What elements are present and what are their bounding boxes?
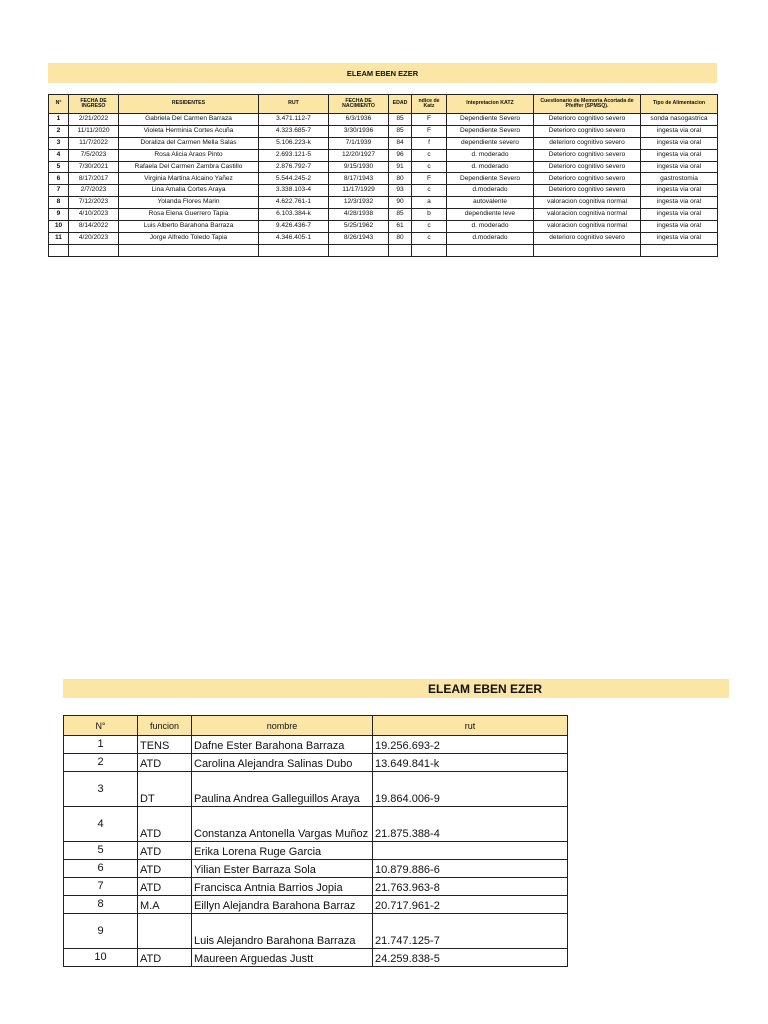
cell-resident-name: Jorge Alfredo Toledo Tapia	[119, 232, 259, 244]
cell-age: 84	[389, 137, 412, 149]
residents-title: ELEAM EBEN EZER	[346, 68, 419, 78]
cell-age: 91	[389, 161, 412, 173]
cell-katz-index: c	[412, 161, 447, 173]
staff-cell-role: TENS	[138, 736, 192, 754]
cell-number: 7	[49, 185, 69, 197]
staff-table	[63, 715, 568, 967]
header-number: N°	[49, 95, 69, 114]
cell-rut: 3.471.112-7	[259, 114, 329, 126]
empty-cell	[534, 244, 641, 256]
staff-cell-role	[138, 914, 192, 949]
cell-birth-date: 12/3/1932	[329, 197, 389, 209]
header-admission-date: FECHA DE INGRESO	[69, 95, 119, 114]
cell-rut: 2.693.121-5	[259, 149, 329, 161]
cell-katz-index: c	[412, 232, 447, 244]
empty-cell	[69, 244, 119, 256]
staff-cell-rut: 21.747.125-7	[373, 914, 568, 949]
staff-header-row	[64, 716, 568, 736]
empty-cell	[329, 244, 389, 256]
staff-row	[64, 736, 568, 754]
cell-admission-date: 4/10/2023	[69, 209, 119, 221]
header-age: EDAD	[389, 95, 412, 114]
staff-title: ELEAM EBEN EZER	[428, 681, 543, 696]
staff-row	[64, 754, 568, 772]
cell-katz-interpretation: autovalente	[447, 197, 534, 209]
cell-pfeiffer: Deterioro cognitivo severo	[534, 125, 641, 137]
cell-rut: 2.876.792-7	[259, 161, 329, 173]
staff-cell-number: 8	[64, 896, 138, 914]
staff-row	[64, 807, 568, 842]
cell-admission-date: 11/7/2022	[69, 137, 119, 149]
cell-number: 10	[49, 221, 69, 233]
header-birth-date: FECHA DE NACIMIENTO	[329, 95, 389, 114]
resident-row	[49, 173, 718, 185]
cell-resident-name: Violeta Herminia Cortes Acuña	[119, 125, 259, 137]
staff-cell-name: Francisca Antnia Barrios Jopia	[192, 878, 373, 896]
cell-resident-name: Virginia Martina Alcaino Yañez	[119, 173, 259, 185]
resident-row	[49, 221, 718, 233]
residents-title-banner	[48, 63, 717, 83]
cell-katz-interpretation: d. moderado	[447, 161, 534, 173]
staff-cell-number: 7	[64, 878, 138, 896]
resident-row	[49, 137, 718, 149]
cell-katz-interpretation: dependiente leve	[447, 209, 534, 221]
staff-cell-role: DT	[138, 772, 192, 807]
cell-katz-index: F	[412, 173, 447, 185]
cell-katz-index: F	[412, 114, 447, 126]
header-katz-index: ndice de Katz	[412, 95, 447, 114]
staff-cell-rut: 19.864.006-9	[373, 772, 568, 807]
cell-number: 2	[49, 125, 69, 137]
cell-feeding-type: sonda nasogastrica	[641, 114, 718, 126]
cell-resident-name: Doraliza del Carmen Mella Salas	[119, 137, 259, 149]
cell-katz-interpretation: d. moderado	[447, 149, 534, 161]
staff-header-role: funcion	[138, 716, 192, 736]
cell-feeding-type: ingesta via oral	[641, 149, 718, 161]
staff-header-number: N°	[64, 716, 138, 736]
staff-cell-rut: 10.879.886-6	[373, 860, 568, 878]
cell-pfeiffer: valoracion cognitiva normal	[534, 209, 641, 221]
header-pfeiffer: Cuestionario de Memoria Acortada de Pfeiffer (SPMSQ).	[534, 95, 641, 114]
cell-feeding-type: gastrostomia	[641, 173, 718, 185]
cell-katz-interpretation: Dependiente Severo	[447, 173, 534, 185]
cell-resident-name: Lina Amalia Cortes Araya	[119, 185, 259, 197]
staff-cell-rut: 24.259.838-5	[373, 949, 568, 967]
cell-feeding-type: ingesta via oral	[641, 232, 718, 244]
cell-rut: 4.622.761-1	[259, 197, 329, 209]
cell-birth-date: 8/26/1943	[329, 232, 389, 244]
cell-katz-interpretation: dependiente severo	[447, 137, 534, 149]
cell-pfeiffer: Deterioro cognitivo severo	[534, 161, 641, 173]
cell-katz-interpretation: Dependiente Severo	[447, 125, 534, 137]
staff-cell-name: Erika Lorena Ruge Garcia	[192, 842, 373, 860]
staff-cell-rut: 19.256.693-2	[373, 736, 568, 754]
staff-cell-name: Yilian Ester Barraza Sola	[192, 860, 373, 878]
cell-number: 6	[49, 173, 69, 185]
header-rut: RUT	[259, 95, 329, 114]
header-katz-interpretation: Intepretacion KATZ	[447, 95, 534, 114]
staff-row	[64, 949, 568, 967]
staff-cell-role: M.A	[138, 896, 192, 914]
cell-pfeiffer: Deterioro cognitivo severo	[534, 114, 641, 126]
staff-title-banner	[63, 679, 729, 698]
staff-cell-rut: 20.717.961-2	[373, 896, 568, 914]
staff-row	[64, 842, 568, 860]
cell-resident-name: Gabriela Del Carmen Barraza	[119, 114, 259, 126]
cell-birth-date: 6/3/1936	[329, 114, 389, 126]
staff-cell-number: 9	[64, 914, 138, 949]
cell-rut: 4.323.685-7	[259, 125, 329, 137]
header-residents: RESIDENTES	[119, 95, 259, 114]
cell-birth-date: 9/15/1930	[329, 161, 389, 173]
cell-pfeiffer: valoracion cognitiva normal	[534, 221, 641, 233]
staff-cell-rut: 13.649.841-k	[373, 754, 568, 772]
residents-table	[48, 94, 718, 257]
cell-katz-index: a	[412, 197, 447, 209]
cell-resident-name: Yolanda Flores Marin	[119, 197, 259, 209]
cell-pfeiffer: Deterioro cognitivo severo	[534, 149, 641, 161]
resident-row	[49, 185, 718, 197]
resident-row	[49, 114, 718, 126]
staff-cell-name: Paulina Andrea Galleguillos Araya	[192, 772, 373, 807]
cell-admission-date: 11/11/2020	[69, 125, 119, 137]
empty-cell	[119, 244, 259, 256]
staff-cell-number: 6	[64, 860, 138, 878]
staff-cell-number: 2	[64, 754, 138, 772]
staff-cell-name: Luis Alejandro Barahona Barraza	[192, 914, 373, 949]
resident-row	[49, 149, 718, 161]
cell-feeding-type: ingesta via oral	[641, 125, 718, 137]
staff-cell-role: ATD	[138, 878, 192, 896]
staff-header-rut: rut	[373, 716, 568, 736]
cell-katz-interpretation: d. moderado	[447, 221, 534, 233]
cell-age: 85	[389, 114, 412, 126]
cell-pfeiffer: Deterioro cognitivo severo	[534, 173, 641, 185]
staff-cell-name: Eillyn Alejandra Barahona Barraz	[192, 896, 373, 914]
staff-cell-role: ATD	[138, 807, 192, 842]
staff-cell-name: Maureen Arguedas Justt	[192, 949, 373, 967]
cell-pfeiffer: Deterioro cognitivo severo	[534, 185, 641, 197]
cell-feeding-type: ingesta via oral	[641, 209, 718, 221]
cell-katz-index: c	[412, 149, 447, 161]
cell-age: 85	[389, 125, 412, 137]
cell-birth-date: 7/1/1939	[329, 137, 389, 149]
cell-age: 85	[389, 209, 412, 221]
empty-cell	[49, 244, 69, 256]
cell-age: 96	[389, 149, 412, 161]
cell-katz-interpretation: Dependiente Severo	[447, 114, 534, 126]
cell-birth-date: 8/17/1943	[329, 173, 389, 185]
cell-admission-date: 4/20/2023	[69, 232, 119, 244]
resident-row	[49, 232, 718, 244]
cell-number: 8	[49, 197, 69, 209]
empty-cell	[412, 244, 447, 256]
staff-cell-number: 10	[64, 949, 138, 967]
cell-resident-name: Rosa Alicia Araos Pinto	[119, 149, 259, 161]
staff-cell-name: Constanza Antonella Vargas Muñoz	[192, 807, 373, 842]
staff-cell-number: 5	[64, 842, 138, 860]
cell-admission-date: 7/30/2021	[69, 161, 119, 173]
cell-katz-index: F	[412, 125, 447, 137]
cell-rut: 6.103.384-k	[259, 209, 329, 221]
staff-cell-name: Carolina Alejandra Salinas Dubo	[192, 754, 373, 772]
cell-admission-date: 7/12/2023	[69, 197, 119, 209]
cell-pfeiffer: deterioro cognitivo severo	[534, 137, 641, 149]
empty-cell	[641, 244, 718, 256]
empty-row	[49, 244, 718, 256]
cell-katz-index: c	[412, 185, 447, 197]
cell-feeding-type: ingesta via oral	[641, 221, 718, 233]
staff-cell-role: ATD	[138, 860, 192, 878]
staff-cell-name: Dafne Ester Barahona Barraza	[192, 736, 373, 754]
cell-katz-interpretation: d.moderado	[447, 232, 534, 244]
cell-birth-date: 5/25/1962	[329, 221, 389, 233]
cell-rut: 4.346.405-1	[259, 232, 329, 244]
cell-katz-interpretation: d.moderado	[447, 185, 534, 197]
staff-row	[64, 860, 568, 878]
cell-admission-date: 2/7/2023	[69, 185, 119, 197]
residents-header-row	[49, 95, 718, 114]
staff-cell-rut: 21.763.963-8	[373, 878, 568, 896]
cell-rut: 5.544.245-2	[259, 173, 329, 185]
cell-age: 93	[389, 185, 412, 197]
staff-row	[64, 896, 568, 914]
cell-admission-date: 8/14/2022	[69, 221, 119, 233]
empty-cell	[259, 244, 329, 256]
cell-katz-index: c	[412, 221, 447, 233]
cell-admission-date: 8/17/2017	[69, 173, 119, 185]
resident-row	[49, 161, 718, 173]
cell-pfeiffer: deterioro cognitivo severo	[534, 232, 641, 244]
staff-cell-number: 1	[64, 736, 138, 754]
cell-katz-index: b	[412, 209, 447, 221]
staff-cell-role: ATD	[138, 949, 192, 967]
cell-rut: 3.338.103-4	[259, 185, 329, 197]
empty-cell	[447, 244, 534, 256]
resident-row	[49, 197, 718, 209]
cell-admission-date: 2/21/2022	[69, 114, 119, 126]
header-feeding-type: Tipo de Alimentacion	[641, 95, 718, 114]
resident-row	[49, 209, 718, 221]
staff-cell-role: ATD	[138, 842, 192, 860]
cell-birth-date: 11/17/1929	[329, 185, 389, 197]
staff-cell-role: ATD	[138, 754, 192, 772]
staff-row	[64, 772, 568, 807]
cell-number: 9	[49, 209, 69, 221]
cell-feeding-type: ingesta via oral	[641, 185, 718, 197]
cell-age: 80	[389, 173, 412, 185]
cell-number: 11	[49, 232, 69, 244]
staff-cell-rut	[373, 842, 568, 860]
staff-cell-number: 3	[64, 772, 138, 807]
cell-age: 61	[389, 221, 412, 233]
cell-feeding-type: ingesta via oral	[641, 137, 718, 149]
staff-row	[64, 914, 568, 949]
cell-age: 80	[389, 232, 412, 244]
cell-pfeiffer: valoracion cognitiva normal	[534, 197, 641, 209]
cell-birth-date: 4/28/1938	[329, 209, 389, 221]
staff-cell-rut: 21.875.388-4	[373, 807, 568, 842]
cell-age: 90	[389, 197, 412, 209]
cell-resident-name: Luis Alberto Barahona Barraza	[119, 221, 259, 233]
staff-cell-number: 4	[64, 807, 138, 842]
cell-number: 5	[49, 161, 69, 173]
cell-feeding-type: ingesta via oral	[641, 197, 718, 209]
staff-row	[64, 878, 568, 896]
cell-number: 3	[49, 137, 69, 149]
cell-number: 1	[49, 114, 69, 126]
cell-resident-name: Rafaela Del Carmen Zambra Castillo	[119, 161, 259, 173]
cell-rut: 5.106.223-k	[259, 137, 329, 149]
cell-rut: 9.426.436-7	[259, 221, 329, 233]
cell-number: 4	[49, 149, 69, 161]
cell-birth-date: 3/30/1936	[329, 125, 389, 137]
cell-birth-date: 12/20/1927	[329, 149, 389, 161]
staff-header-name: nombre	[192, 716, 373, 736]
cell-katz-index: f	[412, 137, 447, 149]
cell-feeding-type: ingesta via oral	[641, 161, 718, 173]
cell-admission-date: 7/5/2023	[69, 149, 119, 161]
cell-resident-name: Rosa Elena Guerrero Tapia	[119, 209, 259, 221]
resident-row	[49, 125, 718, 137]
empty-cell	[389, 244, 412, 256]
